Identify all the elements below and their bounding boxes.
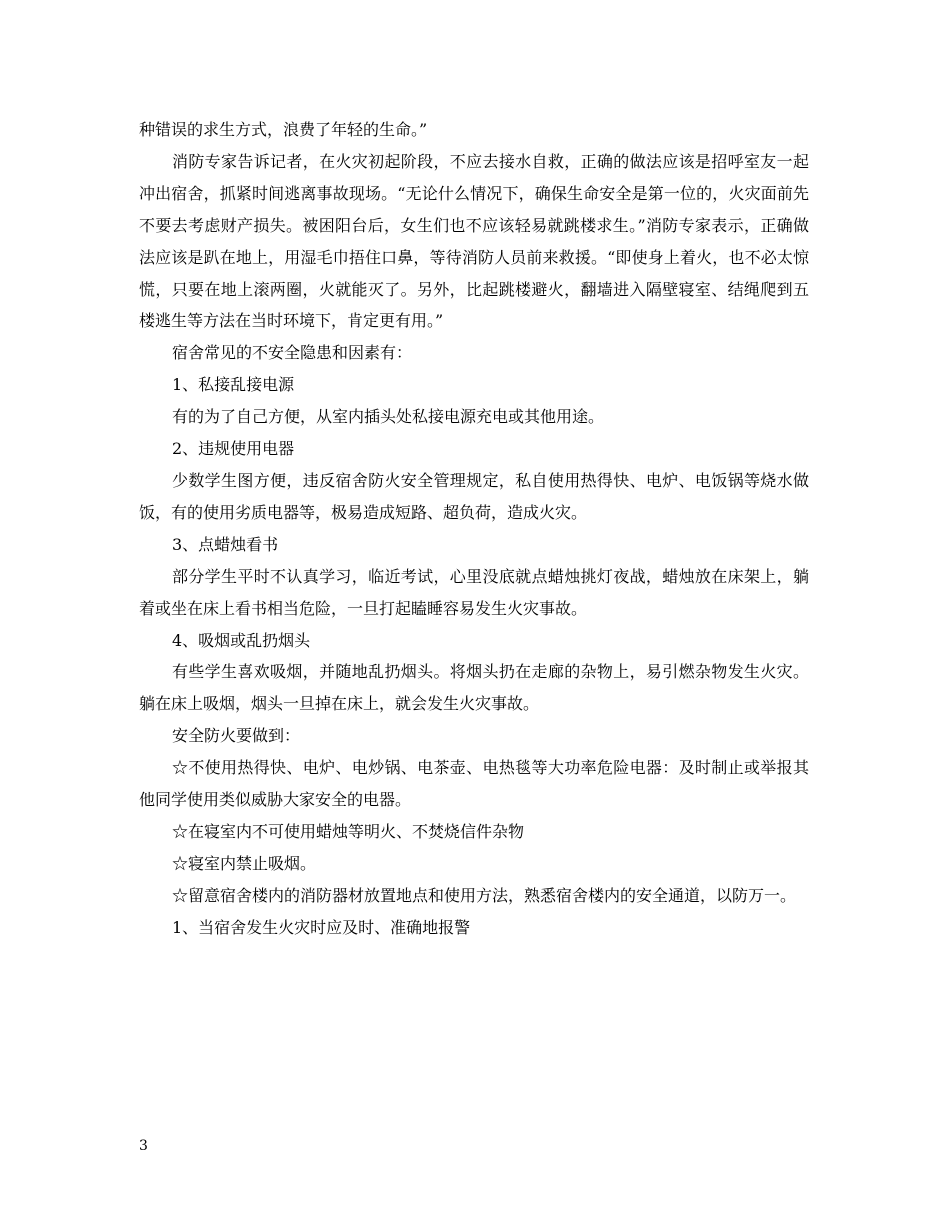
- paragraph-6: 2、违规使用电器: [172, 439, 295, 459]
- paragraph-7: 少数学生图方便，违反宿舍防火安全管理规定，私自使用热得快、电炉、电饭锅等烧水做饭，有的使用劣质电器等，极易造成短路、超负荷，造成火灾。: [139, 470, 809, 522]
- paragraph-12: 安全防火要做到：: [172, 726, 301, 746]
- paragraph-2: 消防专家告诉记者，在火灾初起阶段，不应去接水自救，正确的做法应该是招呼室友一起冲出宿舍，抓紧时间逃离事故现场。“无论什么情况下，确保生命安全是第一位的，火灾面前先不要去考虑财产损失。被困阳台后，女生们也不应该轻易就跳楼求生。”消防专家表示，正确做法应该是趴在地上，用湿毛巾捂住口鼻，等待消防人员前来救援。“即使身上着火，也不必太惊慌，只要在地上滚两圈，火就能灭了。另外，比起跳楼避火，翻墙进入隔壁寝室、结绳爬到五楼逃生等方法在当时环境下，肯定更有用。”: [139, 151, 809, 331]
- page-number: 3: [139, 1138, 148, 1154]
- paragraph-10: 4、吸烟或乱扔烟头: [172, 630, 311, 650]
- document-body: [139, 114, 809, 944]
- paragraph-4: 1、私接乱接电源: [172, 375, 295, 395]
- paragraph-15: ☆寝室内禁止吸烟。: [172, 853, 317, 873]
- paragraph-16: ☆留意宿舍楼内的消防器材放置地点和使用方法，熟悉宿舍楼内的安全通道，以防万一。: [172, 885, 797, 905]
- paragraph-3: 宿舍常见的不安全隐患和因素有：: [172, 343, 413, 363]
- paragraph-9: 部分学生平时不认真学习，临近考试，心里没底就点蜡烛挑灯夜战，蜡烛放在床架上，躺着或坐在床上看书相当危险，一旦打起瞌睡容易发生火灾事故。: [139, 566, 809, 618]
- paragraph-1: 种错误的求生方式，浪费了年轻的生命。”: [139, 120, 428, 139]
- paragraph-5: 有的为了自己方便，从室内插头处私接电源充电或其他用途。: [172, 407, 605, 427]
- paragraph-17: 1、当宿舍发生火灾时应及时、准确地报警: [172, 917, 471, 937]
- paragraph-14: ☆在寝室内不可使用蜡烛等明火、不焚烧信件杂物: [172, 821, 525, 841]
- paragraph-11: 有些学生喜欢吸烟，并随地乱扔烟头。将烟头扔在走廊的杂物上，易引燃杂物发生火灾。躺在床上吸烟，烟头一旦掉在床上，就会发生火灾事故。: [139, 662, 809, 714]
- paragraph-13: ☆不使用热得快、电炉、电炒锅、电茶壶、电热毯等大功率危险电器：及时制止或举报其他同学使用类似威胁大家安全的电器。: [139, 758, 809, 810]
- paragraph-8: 3、点蜡烛看书: [172, 534, 279, 554]
